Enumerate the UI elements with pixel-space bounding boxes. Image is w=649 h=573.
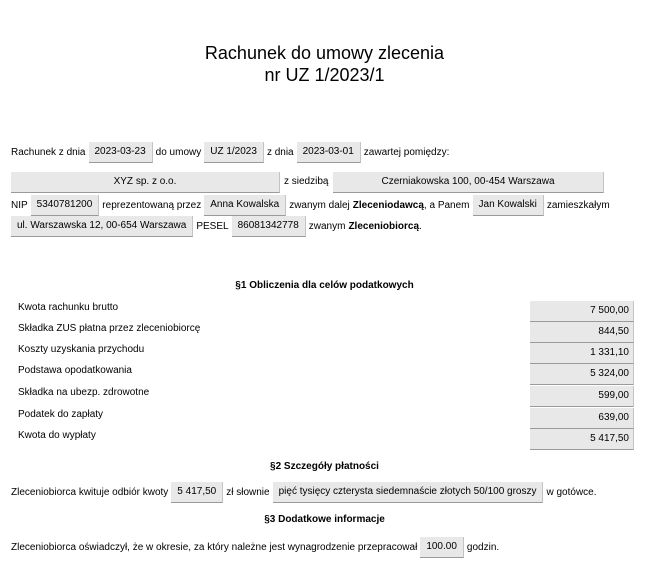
role-contractor: Zleceniobiorcą (348, 220, 420, 232)
intro-text-4: zawartej pomiędzy: (363, 146, 450, 158)
intro-text-2: do umowy (155, 146, 202, 158)
payment-text-1: Zleceniobiorca kwituje odbiór kwoty (11, 486, 169, 498)
hours-text-2: godzin. (466, 541, 500, 553)
row-label-zus: Składka ZUS płatna przez zleceniobiorcę (18, 323, 201, 334)
row-value-gross[interactable]: 7 500,00 (530, 301, 634, 322)
nip-label: NIP (11, 199, 28, 211)
payment-line (11, 482, 600, 503)
document-number: nr UZ 1/2023/1 (264, 65, 385, 85)
contractor-address-field[interactable]: ul. Warszawska 12, 00-654 Warszawa (11, 216, 193, 237)
payment-text-2: zł słownie (226, 486, 270, 498)
row-value-costs[interactable]: 1 331,10 (530, 343, 634, 364)
intro-line (11, 142, 452, 163)
company-address-field[interactable]: Czerniakowska 100, 00-454 Warszawa (333, 172, 604, 193)
role-employer: Zleceniodawcą (352, 199, 424, 211)
intro-text-3: z dnia (266, 146, 294, 158)
row-value-zus[interactable]: 844,50 (530, 322, 634, 343)
payment-amount-field[interactable]: 5 417,50 (171, 482, 223, 503)
and-label: , a Panem (423, 199, 470, 211)
nip-line (11, 195, 613, 216)
intro-text-1: Rachunek z dnia (11, 146, 86, 158)
section1-heading: §1 Obliczenia dla celów podatkowych (235, 280, 414, 291)
invoice-date-field[interactable]: 2023-03-23 (89, 142, 153, 163)
row-label-costs: Koszty uzyskania przychodu (18, 344, 145, 355)
row-label-payout: Kwota do wypłaty (18, 430, 96, 441)
nip-field[interactable]: 5340781200 (31, 195, 100, 216)
hours-line (11, 537, 502, 558)
rep-label: reprezentowaną przez (102, 199, 202, 211)
section2-heading: §2 Szczegóły płatności (270, 461, 379, 472)
pesel-line (11, 216, 422, 237)
sentence-end: . (419, 220, 422, 232)
resident-label: zamieszkałym (546, 199, 610, 211)
amount-in-words-field[interactable]: pięć tysięcy czterysta siedemnaście złotych 50/100 groszy (273, 482, 544, 503)
row-label-health: Składka na ubezp. zdrowotne (18, 387, 150, 398)
company-name-field[interactable]: XYZ sp. z o.o. (11, 172, 280, 193)
pesel-label: PESEL (196, 220, 229, 232)
row-label-tax: Podatek do zapłaty (18, 409, 104, 420)
representative-field[interactable]: Anna Kowalska (204, 195, 286, 216)
row-value-health[interactable]: 599,00 (530, 386, 634, 407)
hours-text-1: Zleceniobiorca oświadczył, że w okresie, za który należne jest wynagrodzenie przepracował (11, 541, 418, 553)
payment-text-3: w gotówce. (546, 486, 597, 498)
called-label: zwanym dalej (289, 199, 350, 211)
seat-label (284, 175, 328, 189)
called2-label: zwanym (308, 220, 346, 232)
row-label-gross: Kwota rachunku brutto (18, 302, 119, 313)
row-value-payout[interactable]: 5 417,50 (530, 429, 634, 450)
hours-field[interactable]: 100.00 (420, 537, 464, 558)
section3-heading: §3 Dodatkowe informacje (264, 514, 385, 525)
contractor-name-field[interactable]: Jan Kowalski (473, 195, 544, 216)
row-value-tax[interactable]: 639,00 (530, 408, 634, 429)
contract-date-field[interactable]: 2023-03-01 (297, 142, 361, 163)
seat-label-text: z siedzibą (284, 176, 329, 187)
row-value-tax-base[interactable]: 5 324,00 (530, 364, 634, 385)
document-title: Rachunek do umowy zlecenia (204, 43, 445, 63)
pesel-field[interactable]: 86081342778 (232, 216, 306, 237)
contract-number-field[interactable]: UZ 1/2023 (204, 142, 264, 163)
row-label-tax-base: Podstawa opodatkowania (18, 365, 132, 376)
